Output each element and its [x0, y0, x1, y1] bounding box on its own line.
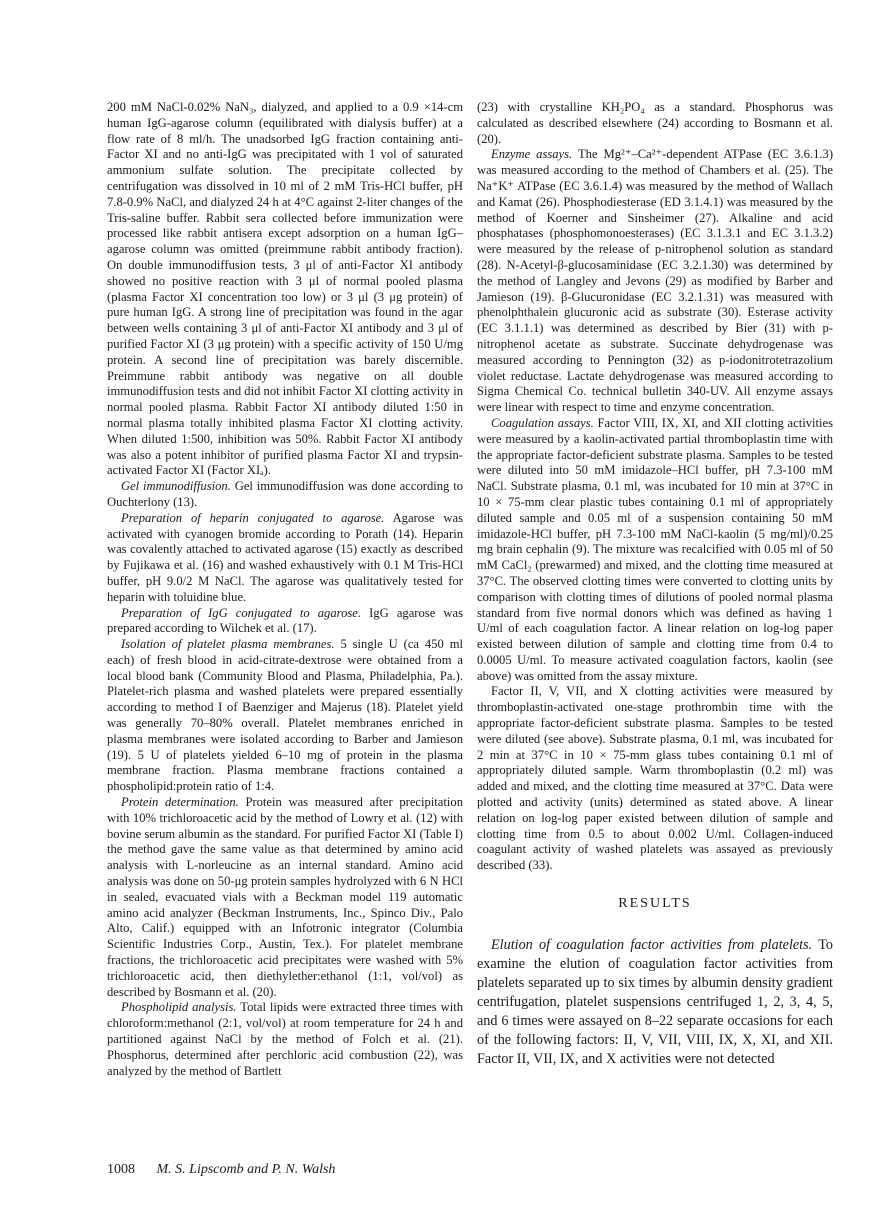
subheading-enzyme-assays: Enzyme assays.: [491, 147, 573, 162]
paragraph-antibody-purification: 200 mM NaCl-0.02% NaN₃, dialyzed, and applied to a 0.9 ×14-cm human IgG-agarose column (equilibrated with dialysis buffer) at a flow rate of 8 ml/h. The unadsorbed IgG fraction containing anti-Factor XI and no anti-IgG was precipitated with 1 vol of saturated ammonium sulfate solution. The precipitate collected by centrifugation was dissolved in 10 ml of 2 mM Tris-HCl buffer, pH 7.8-0.9% NaCl, and dialyzed 24 h at 4°C against 2-liter changes of the Tris-saline buffer. Rabbit sera collected before immunization were processed like rabbit antisera except adsorption on a human IgG–agarose column was omitted (preimmune rabbit antibody fraction). On double immunodiffusion tests, 3 μl of anti-Factor XI antibody showed no positive reaction with 3 μl of normal pooled plasma (plasma Factor XI concentration too low) or 3 μl (3 μg protein) of pure human IgG. A strong line of precipitation was found in the agar between wells containing 3 μl of anti-Factor XI antibody and 3 μl of purified Factor XI (3 μg protein) with a specific activity of 150 U/mg protein. A second line of precipitation was barely discernible. Preimmune rabbit antibody was negative on all double immunodiffusion tests and did not inhibit Factor XI clotting activity in normal pooled plasma. Rabbit Factor XI antibody diluted 1:50 in normal plasma totally inhibited plasma Factor XI clotting activity. When diluted 1:500, inhibition was 50%. Rabbit Factor XI antibody was also a potent inhibitor of purified plasma Factor XI and trypsin-activated Factor XI (Factor XIₐ).: [107, 100, 463, 478]
paragraph-gel-immunodiffusion: Gel immunodiffusion. Gel immunodiffusion was done according to Ouchterlony (13).: [107, 479, 463, 509]
subheading-igg-agarose: Preparation of IgG conjugated to agarose.: [121, 605, 362, 620]
paragraph-results-elution: Elution of coagulation factor activities from platelets. To examine the elution of coagulation factor activities from platelets separated up to six times by albumin density gradient centrifugation, platelet suspensions centrifuged 1, 2, 3, 4, 5, and 6 times were assayed on 8–22 separate occasions for each of the following factors: II, V, VII, VIII, IX, X, XI, and XII. Factor II, VII, IX, and X activities were not detected: [477, 936, 833, 1067]
subheading-elution: Elution of coagulation factor activities from platelets.: [491, 936, 813, 953]
paragraph-heparin-agarose: Preparation of heparin conjugated to agarose. Agarose was activated with cyanogen bromide according to Porath (14). Heparin was covalently attached to activated agarose (15) exactly as described by Fujikawa et al. (16) and washed exhaustively with 0.1 M Tris-HCl buffer, pH 9.0/2 M NaCl. The agarose was qualitatively tested for heparin with toluidine blue.: [107, 510, 463, 604]
paragraph-coagulation-assays: Coagulation assays. Factor VIII, IX, XI, and XII clotting activities were measured by a kaolin-activated partial thromboplastin time with the appropriate factor-deficient substrate plasma. Samples to be tested were diluted into 50 mM imidazole–HCl buffer, pH 7.3-100 mM NaCl. Substrate plasma, 0.1 ml, was incubated for 10 min at 37°C in 10 × 75-mm clear plastic tubes containing 0.1 ml of appropriately diluted sample and 0.05 ml of a suspension containing 50 mM imidazole-HCl buffer, pH 7.3-100 mM NaCl-kaolin (5 mg/ml)/0.25 mg brain cephalin (9). The mixture was recalcified with 0.05 ml of 50 mM CaCl₂ (prewarmed) and mixed, and the clotting time measured at 37°C. The observed clotting times were converted to clotting units by comparison with clotting times of dilutions of pooled normal plasma standard from five normal donors which was defined as having 1 U/ml of each coagulation factor. A linear relation on log-log paper existed between dilution of sample and clotting time from 0.4 to 0.0005 U/ml. To measure activated coagulation factors, kaolin (see above) was omitted from the assay mixture.: [477, 415, 833, 683]
subheading-coagulation-assays: Coagulation assays.: [491, 415, 594, 430]
subheading-heparin-agarose: Preparation of heparin conjugated to agarose.: [121, 510, 385, 525]
right-column: [477, 100, 833, 1069]
subheading-platelet-membranes: Isolation of platelet plasma membranes.: [121, 637, 335, 652]
paragraph-igg-agarose: Preparation of IgG conjugated to agarose. IgG agarose was prepared according to Wilchek et al. (17).: [107, 605, 463, 636]
subheading-gel-immunodiffusion: Gel immunodiffusion.: [121, 479, 231, 494]
results-heading: RESULTS: [618, 896, 692, 912]
subheading-protein-determination: Protein determination.: [121, 795, 239, 810]
paragraph-prothrombin-time: Factor II, V, VII, and X clotting activities were measured by thromboplastin-activated one-stage prothrombin time with the appropriate factor-deficient substrate plasma. Samples to be tested were diluted (see above). Substrate plasma, 0.1 ml, was incubated for 2 min at 37°C in 10 × 75-mm glass tubes containing 0.1 ml of appropriately diluted sample. Warm thromboplastin (0.2 ml) was added and mixed, and the clotting time measured at 37°C. Data were plotted and activity (units) determined as stated above. A linear relation on log-log paper existed between dilution of sample and clotting time from 0.5 to about 0.002 U/ml. Collagen-induced coagulant activity of washed platelets was assayed as previously described (33).: [477, 684, 833, 873]
page-footer: [107, 1162, 335, 1178]
running-authors: M. S. Lipscomb and P. N. Walsh: [156, 1162, 336, 1177]
paragraph-protein-determination: Protein determination. Protein was measured after precipitation with 10% trichloroacetic acid by the method of Lowry et al. (12) with bovine serum albumin as the standard. For purified Factor XI (Table I) the method gave the same value as that determined by amino acid analysis with L-norleucine as an internal standard. Amino acid analysis was done on 50-μg protein samples hydrolyzed with 6 N HCl in sealed, evacuated vials with a Beckman model 119 automatic amino acid analyzer (Beckman Instruments, Inc., Spinco Div., Palo Alto, Calif.) equipped with an Infotronic integrator (Columbia Scientific Industries Corp., Austin, Tex.). For platelet membrane fractions, the trichloroacetic acid precipitates were washed with 5% trichloroacetic acid, then diethylether:ethanol (1:1, vol/vol) as described by Bosmann et al. (20).: [107, 795, 463, 999]
paragraph-phospholipid-analysis: Phospholipid analysis. Total lipids were extracted three times with chloroform:methanol (2:1, vol/vol) at room temperature for 24 h and partitioned against NaCl by the method of Folch et al. (21). Phosphorus, determined after perchloric acid combustion (22), was analyzed by the method of Bartlett: [107, 1000, 463, 1078]
page-number: 1008: [107, 1162, 135, 1177]
paragraph-platelet-membranes: Isolation of platelet plasma membranes. 5 single U (ca 450 ml each) of fresh blood in acid-citrate-dextrose were obtained from a local blood bank (Community Blood and Plasma, Philadelphia, Pa.). Platelet-rich plasma and washed platelets were prepared essentially according to method I of Baenziger and Majerus (18). Platelet yield was generally 70–80% overall. Platelet membranes enriched in plasma membranes were isolated according to Barber and Jamieson (19). 5 U of platelets yielded 6–10 mg of protein in the plasma membrane fraction. Plasma membrane fractions contained a phospholipid:protein ratio of 1:4.: [107, 637, 463, 794]
paragraph-phosphorus-continued: (23) with crystalline KH₂PO₄ as a standard. Phosphorus was calculated as described elsewhere (24) according to Bosmann et al. (20).: [477, 100, 833, 146]
paragraph-enzyme-assays: Enzyme assays. The Mg²⁺–Ca²⁺-dependent ATPase (EC 3.6.1.3) was measured according to the method of Chambers et al. (25). The Na⁺K⁺ ATPase (EC 3.6.1.4) was measured by the method of Wallach and Kamat (26). Phosphodiesterase (ED 3.1.4.1) was measured by the method of Koerner and Sinsheimer (27). Alkaline and acid phosphatases (phosphomonoesterases) (EC 3.1.3.1 and EC 3.1.3.2) were measured by the release of p-nitrophenol solution as standard (28). N-Acetyl-β-glucosaminidase (EC 3.2.1.30) was determined by the method of Langley and Jevons (29) as modified by Barber and Jamieson (19). β-Glucuronidase (EC 3.2.1.31) was measured with phenolphthalein glucuronic acid as substrate (30). Esterase activity (EC 3.1.1.1) was determined as described by Bier (31) with p-nitrophenol acetate as substrate. Succinate dehydrogenase was measured according to Pennington (32) as p-iodonitrotetrazolium violet reductase. Lactate dehydrogenase was measured according to Sigma Chemical Co. technical bulletin 340-UV. All enzyme assays were linear with respect to time and enzyme concentration.: [477, 147, 834, 415]
left-column: [107, 100, 463, 1079]
subheading-phospholipid-analysis: Phospholipid analysis.: [121, 1000, 237, 1015]
